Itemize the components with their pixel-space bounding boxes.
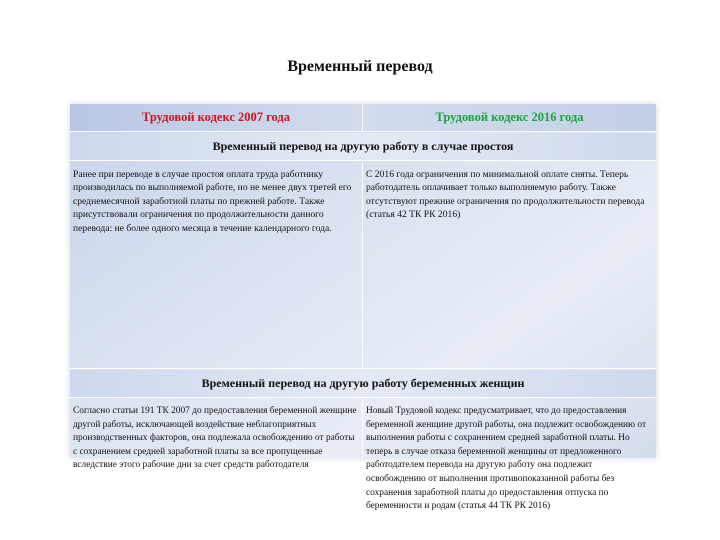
header-2016: Трудовой кодекс 2016 года bbox=[363, 104, 656, 131]
comparison-table bbox=[70, 104, 656, 512]
cell-pregnant-2007: Согласно статьи 191 ТК 2007 до предоставления беременной женщине другой работы, исключающей воздействие неблагоприятных производственных факторов, она подлежала освобождению от работы с сохранением средней заработной платы за все пропущенные вследствие этого рабочие дни за счет средств работодателя bbox=[70, 399, 363, 458]
cell-idle-2007: Ранее при переводе в случае простоя оплата труда работнику производилась по выполняемой работе, но не менее двух третей его среднемесячной заработной платы по прежней работе. Также присутствовали ограничения по продолжительности данного перевода: не более одного месяца в течение календарного года. bbox=[70, 162, 363, 368]
section-title-pregnant: Временный перевод на другую работу беременных женщин bbox=[70, 370, 656, 398]
page-title: Временный перевод bbox=[287, 58, 433, 75]
table-row-pregnant bbox=[70, 399, 656, 512]
cell-idle-2016: С 2016 года ограничения по минимальной оплате сняты. Теперь работодатель оплачивает только выполняемую работу. Также отсутствуют прежние ограничения по продолжительности перевода (статья 42 ТК РК 2016) bbox=[366, 169, 645, 221]
cell-pregnant-2016: Новый Трудовой кодекс предусматривает, что до предоставления беременной женщине другой работы, она подлежит освобождению от выполнения работы с сохранением средней заработной платы. Но теперь в случае отказа беременной женщины от предложенного работодателем перевода на другую работу она подлежит освобождению от выполнения противопоказанной работы без сохранения заработной платы до предоставления отпуска по беременности и родам (статья 44 ТК РК 2016) bbox=[366, 406, 647, 512]
header-2007: Трудовой кодекс 2007 года bbox=[70, 104, 363, 131]
table-row-idle bbox=[70, 162, 656, 369]
section-title-idle: Временный перевод на другую работу в случае простоя bbox=[70, 133, 656, 161]
table-header-row bbox=[70, 104, 656, 132]
